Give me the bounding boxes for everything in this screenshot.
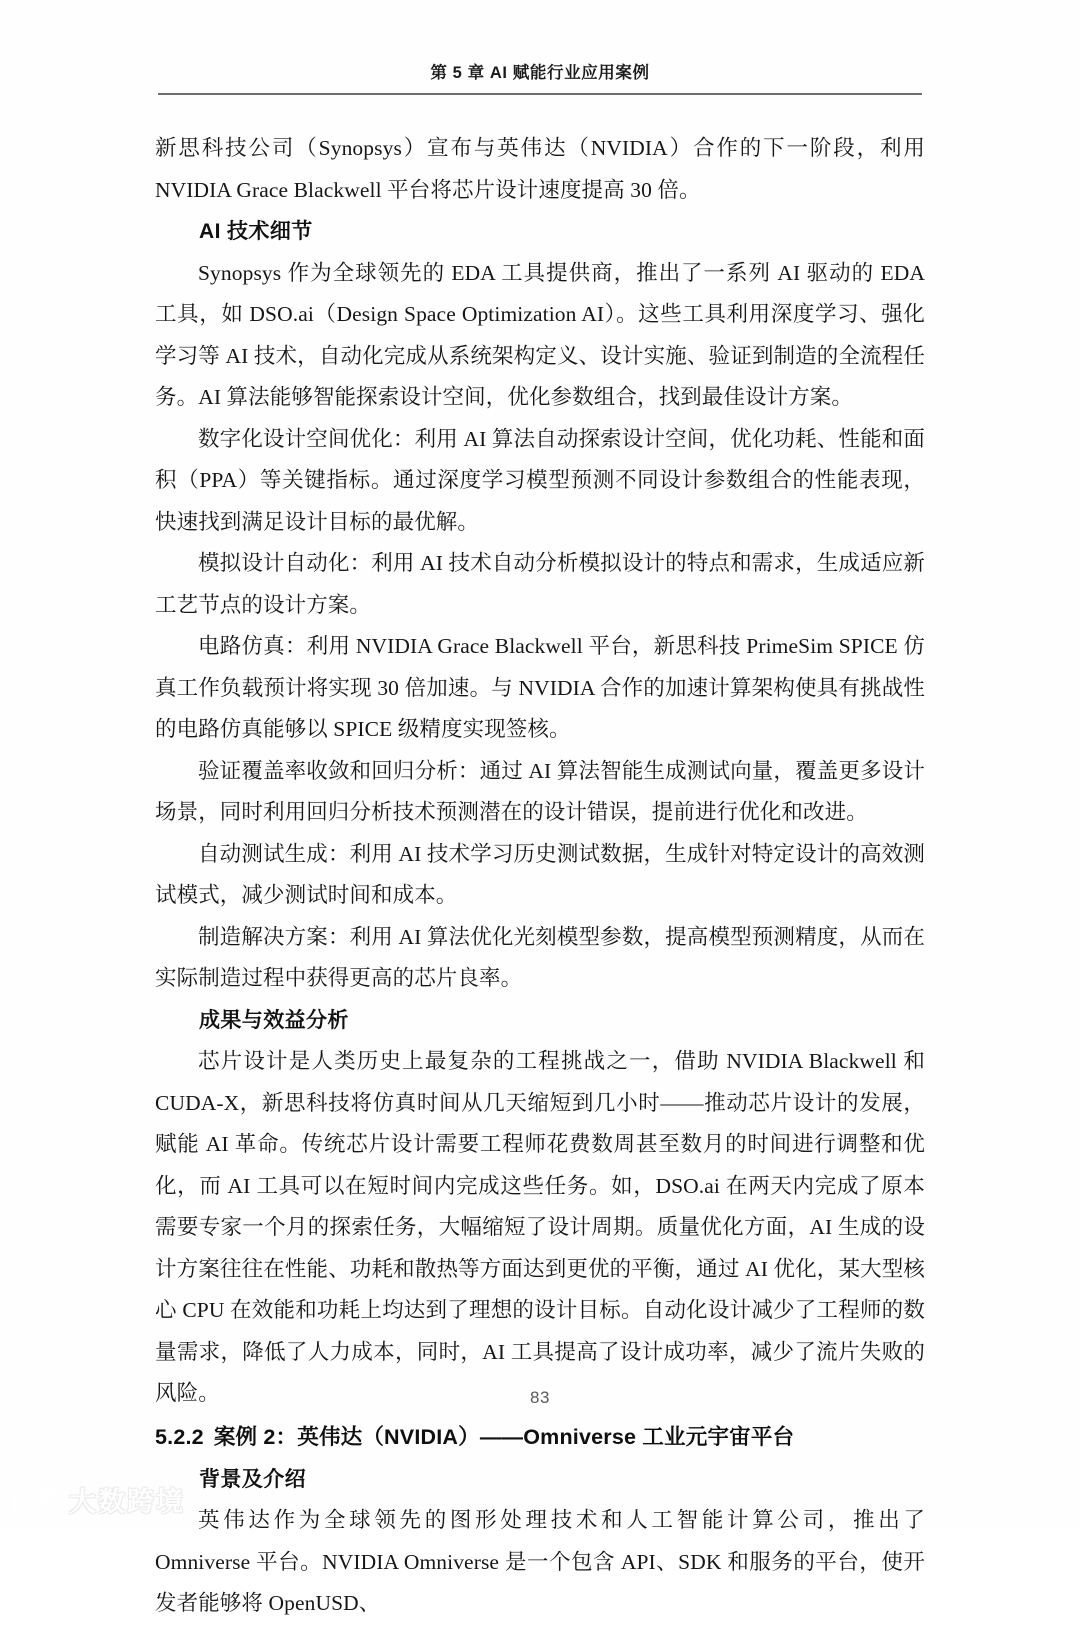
subheading-background-intro: 背景及介绍: [199, 1467, 306, 1491]
watermark-text: 大数跨境: [69, 1486, 185, 1517]
paragraph-synopsys-eda: Synopsys 作为全球领先的 EDA 工具提供商，推出了一系列 AI 驱动的 EDA 工具，如 DSO.ai（Design Space Optimization AI）。这些工具利用深度学习、强化学习等 AI 技术，自动化完成从系统架构定义、设计实施、验证到制造的全流程任务。AI 算法能够智能探索设计空间，优化参数组合，找到最佳设计方案。: [155, 260, 925, 409]
paragraph-results-analysis: 芯片设计是人类历史上最复杂的工程挑战之一，借助 NVIDIA Blackwell 和 CUDA-X，新思科技将仿真时间从几天缩短到几小时——推动芯片设计的发展，赋能 AI 革命。传统芯片设计需要工程师花费数周甚至数月的时间进行调整和优化，而 AI 工具可以在短时间内完成这些任务。如，DSO.ai 在两天内完成了原本需要专家一个月的探索任务，大幅缩短了设计周期。质量优化方面，AI 生成的设计方案往往在性能、功耗和散热等方面达到更优的平衡，通过 AI 优化，某大型核心 CPU 在效能和功耗上均达到了理想的设计目标。自动化设计减少了工程师的数量需求，降低了人力成本，同时，AI 工具提高了设计成功率，减少了流片失败的风险。: [155, 1049, 925, 1405]
dashujingjing-logo-icon: [8, 1485, 60, 1519]
paragraph-circuit-simulation: 电路仿真：利用 NVIDIA Grace Blackwell 平台，新思科技 PrimeSim SPICE 仿真工作负载预计将实现 30 倍加速。与 NVIDIA 合作的加速计算架构使具有挑战性的电路仿真能够以 SPICE 级精度实现签核。: [155, 634, 925, 741]
subheading-results-and-benefits: 成果与效益分析: [199, 1008, 349, 1032]
paragraph-analog-design-automation: 模拟设计自动化：利用 AI 技术自动分析模拟设计的特点和需求，生成适应新工艺节点的设计方案。: [155, 551, 925, 617]
paragraph-design-space-optimization: 数字化设计空间优化：利用 AI 算法自动探索设计空间，优化功耗、性能和面积（PPA）等关键指标。通过深度学习模型预测不同设计参数组合的性能表现，快速找到满足设计目标的最优解。: [155, 426, 925, 534]
header-chapter-title: 第 5 章 AI 赋能行业应用案例: [430, 64, 650, 82]
paragraph-verification-coverage: 验证覆盖率收敛和回归分析：通过 AI 算法智能生成测试向量，覆盖更多设计场景，同时利用回归分析技术预测潜在的设计错误，提前进行优化和改进。: [155, 758, 925, 824]
section-number: 5.2.2: [155, 1424, 204, 1449]
subheading-ai-tech-details: AI 技术细节: [199, 220, 313, 243]
paragraph-omniverse-intro: 英伟达作为全球领先的图形处理技术和人工智能计算公司，推出了 Omniverse 平台。NVIDIA Omniverse 是一个包含 API、SDK 和服务的平台，使开发者能够将 OpenUSD、: [155, 1508, 925, 1615]
section-title-text: 案例 2：英伟达（NVIDIA）——Omniverse 工业元宇宙平台: [213, 1424, 795, 1449]
paragraph-intro: 新思科技公司（Synopsys）宣布与英伟达（NVIDIA）合作的下一阶段，利用 NVIDIA Grace Blackwell 平台将芯片设计速度提高 30 倍。: [155, 136, 925, 202]
running-header: [158, 64, 922, 95]
paragraph-automatic-test-generation: 自动测试生成：利用 AI 技术学习历史测试数据，生成针对特定设计的高效测试模式，减少测试时间和成本。: [155, 841, 925, 907]
page-number-folio: 83: [530, 1388, 550, 1407]
section-heading-5-2-2: [155, 1415, 925, 1459]
paragraph-manufacturing-solution: 制造解决方案：利用 AI 算法优化光刻模型参数，提高模型预测精度，从而在实际制造过程中获得更高的芯片良率。: [155, 924, 925, 990]
header-rule-divider: [158, 93, 922, 95]
